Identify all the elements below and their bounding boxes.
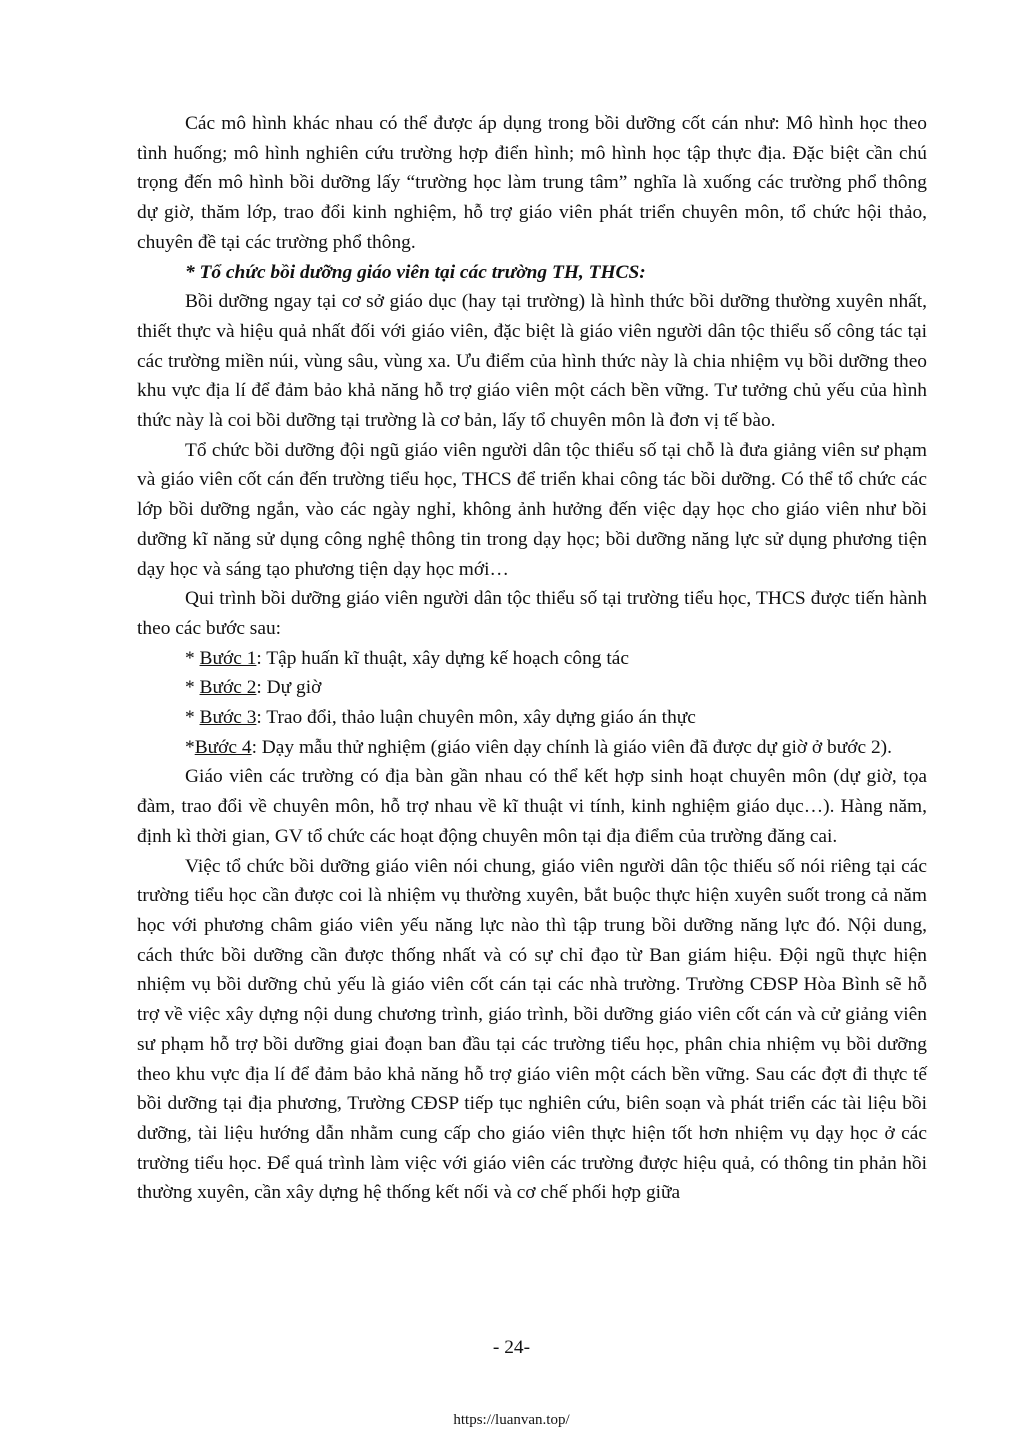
step-item: * Bước 1: Tập huấn kĩ thuật, xây dựng kế hoạch công tác — [185, 647, 629, 669]
paragraph-organization: Việc tổ chức bồi dưỡng giáo viên nói chung, giáo viên người dân tộc thiếu số nói riêng tại các trường tiểu học cần được coi là nhiệm vụ thường xuyên, bắt buộc thực hiện xuyên suốt trong cả năm học với phương châm giáo viên yếu năng lực nào thì tập trung bồi dưỡng năng lực đó. Nội dung, cách thức bồi dưỡng cần được thống nhất và có sự chỉ đạo từ Ban giám hiệu. Đội ngũ thực hiện nhiệm vụ bồi dưỡng chủ yếu là giáo viên cốt cán tại các nhà trường. Trường CĐSP Hòa Bình sẽ hỗ trợ về việc xây dựng nội dung chương trình, giáo trình, bồi dưỡng giáo viên cốt cán và cử giảng viên sư phạm hỗ trợ bồi dưỡng giai đoạn ban đầu tại các trường tiểu học, phân chia nhiệm vụ bồi dưỡng theo khu vực địa lí để đảm bảo khả năng hỗ trợ giáo viên một cách bền vững. Sau các đợt đi thực tế bồi dưỡng tại địa phương, Trường CĐSP tiếp tục nghiên cứu, biên soạn và phát triển các tài liệu bồi dưỡng, tài liệu hướng dẫn nhằm cung cấp cho giáo viên thực hiện tốt hơn nhiệm vụ dạy học ở các trường tiểu học. Để quá trình làm việc với giáo viên các trường được hiệu quả, có thông tin phản hồi thường xuyên, cần xây dựng hệ thống kết nối và cơ chế phối hợp giữa — [137, 855, 927, 1204]
paragraph-procedure: Qui trình bồi dưỡng giáo viên người dân tộc thiểu số tại trường tiểu học, THCS được tiến hành theo các bước sau: — [137, 588, 927, 639]
step-label: Bước 1 — [199, 647, 257, 669]
paragraph-cooperation: Giáo viên các trường có địa bàn gần nhau có thể kết hợp sinh hoạt chuyên môn (dự giờ, tọa đàm, trao đổi về chuyên môn, hỗ trợ nhau về kĩ thuật vi tính, kinh nghiệm giáo dục…). Hàng năm, định kì thời gian, GV tổ chức các hoạt động chuyên môn tại địa điểm của trường đăng cai. — [137, 766, 927, 847]
step-item: *Bước 4: Dạy mẫu thử nghiệm (giáo viên dạy chính là giáo viên đã được dự giờ ở bước 2). — [185, 736, 892, 758]
step-label: Bước 2 — [199, 677, 257, 699]
step-label: Bước 4 — [194, 736, 252, 758]
footer-url[interactable]: https://luanvan.top/ — [453, 1412, 570, 1428]
paragraph-local-training: Tổ chức bồi dưỡng đội ngũ giáo viên người dân tộc thiểu số tại chỗ là đưa giảng viên sư phạm và giáo viên cốt cán đến trường tiểu học, THCS để triển khai công tác bồi dưỡng. Có thể tổ chức các lớp bồi dưỡng ngắn, vào các ngày nghỉ, không ảnh hưởng đến việc dạy học cho giáo viên như bồi dưỡng kĩ năng sử dụng công nghệ thông tin trong dạy học; bồi dưỡng năng lực sử dụng phương tiện dạy học và sáng tạo phương tiện dạy học mới… — [137, 439, 927, 580]
section-heading: * Tổ chức bồi dưỡng giáo viên tại các trường TH, THCS: — [185, 261, 646, 283]
paragraph-onsite-training: Bồi dưỡng ngay tại cơ sở giáo dục (hay tại trường) là hình thức bồi dưỡng thường xuyên nhất, thiết thực và hiệu quả nhất đối với giáo viên, đặc biệt là giáo viên người dân tộc thiểu số công tác tại các trường miền núi, vùng sâu, vùng xa. Ưu điểm của hình thức này là chia nhiệm vụ bồi dưỡng theo khu vực địa lí để đảm bảo khả năng hỗ trợ giáo viên một cách bền vững. Tư tưởng chủ yếu của hình thức này là coi bồi dưỡng tại trường là cơ bản, lấy tổ chuyên môn là đơn vị tế bào. — [137, 291, 927, 432]
document-body — [137, 109, 927, 1208]
paragraph-models: Các mô hình khác nhau có thể được áp dụng trong bồi dưỡng cốt cán như: Mô hình học theo tình huống; mô hình nghiên cứu trường hợp điển hình; mô hình học tập thực địa. Đặc biệt cần chú trọng đến mô hình bồi dưỡng lấy “trường học làm trung tâm” nghĩa là xuống các trường phổ thông dự giờ, thăm lớp, trao đổi kinh nghiệm, hỗ trợ giáo viên phát triển chuyên môn, tổ chức hội thảo, chuyên đề tại các trường phổ thông. — [137, 113, 927, 253]
step-label: Bước 3 — [199, 707, 257, 729]
page-number: - 24- — [492, 1337, 531, 1358]
step-item: * Bước 3: Trao đổi, thảo luận chuyên môn, xây dựng giáo án thực — [185, 707, 696, 729]
step-item: * Bước 2: Dự giờ — [185, 677, 322, 699]
